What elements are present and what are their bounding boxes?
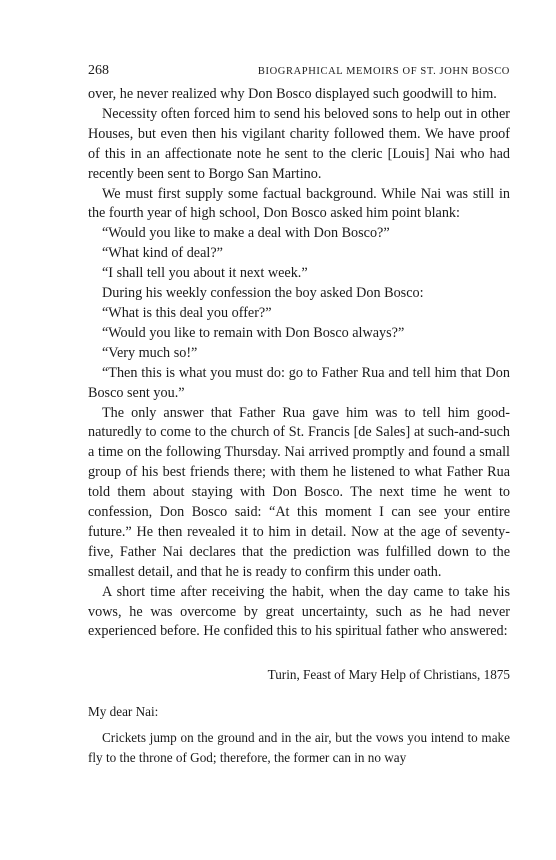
- letter-excerpt: [88, 665, 510, 767]
- letter-text: Crickets jump on the ground and in the air, but the vows you intend to make fly to the throne of God; therefore, the former can in no way: [88, 730, 510, 765]
- dialogue-line: “What kind of deal?”: [102, 245, 223, 262]
- body-text: [88, 85, 510, 642]
- dialogue-line: “I shall tell you about it next week.”: [102, 265, 308, 282]
- letter-place-date: Turin, Feast of Mary Help of Christians, 1875: [267, 667, 510, 682]
- paragraph: Necessity often forced him to send his beloved sons to help out in other Houses, but even then his vigilant charity followed them. We have proof of this in an affectionate note he sent to the cleric [Louis] Nai who had recently been sent to Borgo San Martino.: [88, 105, 510, 182]
- letter-salutation: My dear Nai:: [88, 703, 159, 719]
- page-number: 268: [88, 63, 109, 78]
- dialogue-line: “Would you like to make a deal with Don Bosco?”: [102, 225, 390, 242]
- running-head: BIOGRAPHICAL MEMOIRS OF ST. JOHN BOSCO: [257, 66, 510, 77]
- dialogue-line: “What is this deal you offer?”: [102, 304, 272, 321]
- paragraph: During his weekly confession the boy asked Don Bosco:: [102, 285, 424, 302]
- paragraph: A short time after receiving the habit, when the day came to take his vows, he was overcome by great uncertainty, such as he had never experienced before. He confided this to his spiritual father who answered:: [88, 583, 510, 640]
- page-header: [88, 62, 510, 82]
- dialogue-line: “Would you like to remain with Don Bosco always?”: [102, 324, 405, 341]
- paragraph: We must first supply some factual background. While Nai was still in the fourth year of high school, Don Bosco asked him point blank:: [88, 185, 510, 222]
- paragraph: over, he never realized why Don Bosco displayed such goodwill to him.: [88, 86, 497, 102]
- dialogue-line: “Then this is what you must do: go to Father Rua and tell him that Don Bosco sent you.”: [88, 364, 510, 401]
- dialogue-line: “Very much so!”: [102, 344, 198, 361]
- paragraph: The only answer that Father Rua gave him was to tell him good-naturedly to come to the church of St. Francis [de Sales] at such-and-such a time on the following Thursday. Nai arrived promptly and found a small group of his best friends there; with them he listened to what Father Rua told them about staying with Don Bosco. The next time he went to confession, Don Bosco said: “At this moment I can see your entire future.” He then revealed it to him in detail. Now at the age of seventy-five, Father Nai declares that the prediction was fulfilled down to the smallest detail, and that he is ready to confirm this under oath.: [88, 404, 510, 580]
